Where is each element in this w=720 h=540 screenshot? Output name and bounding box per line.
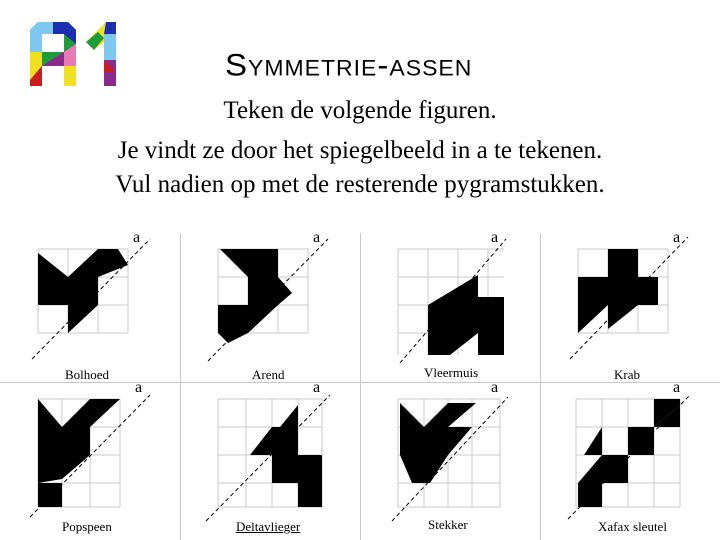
- figures-grid: [0, 225, 720, 540]
- instruction-line-3: Vul nadien op met de resterende pygramstukken.: [115, 171, 605, 198]
- axis-label: a: [313, 379, 321, 396]
- figure-cell-deltavlieger: [180, 379, 360, 540]
- figure-cell-popspeen: [0, 379, 180, 540]
- figure-name: Vleermuis: [424, 365, 479, 380]
- axis-label: a: [313, 229, 321, 246]
- xafax-sleutel-figure: [540, 383, 720, 540]
- figure-name: Xafax sleutel: [598, 519, 667, 534]
- popspeen-figure: [0, 383, 180, 540]
- axis-label: a: [491, 379, 499, 396]
- figure-cell-xafax-sleutel: [540, 379, 720, 540]
- deltavlieger-figure: [180, 383, 360, 540]
- a1-logo: [28, 20, 120, 88]
- instruction-line-2: Je vindt ze door het spiegelbeeld in a te tekenen.: [117, 137, 603, 164]
- axis-label: a: [673, 379, 681, 396]
- instruction-line-1: Teken de volgende figuren.: [223, 97, 497, 124]
- figure-name: Popspeen: [62, 519, 112, 534]
- page-title: Symmetrie-assen: [225, 46, 473, 83]
- bolhoed-figure: [0, 225, 180, 382]
- figure-name: Bolhoed: [65, 367, 110, 382]
- axis-label: a: [133, 229, 141, 246]
- figure-name: Arend: [252, 367, 285, 382]
- figure-name: Krab: [614, 367, 640, 382]
- axis-label: a: [673, 229, 681, 246]
- axis-label: a: [491, 229, 499, 246]
- figure-cell-bolhoed: [0, 225, 180, 382]
- krab-figure: [540, 225, 720, 382]
- figure-cell-stekker: [360, 379, 540, 540]
- vleermuis-figure: [360, 225, 540, 382]
- figure-name: Stekker: [428, 517, 468, 532]
- figure-cell-arend: [180, 225, 360, 382]
- figure-name: Deltavlieger: [236, 519, 301, 534]
- arend-figure: [180, 225, 360, 382]
- axis-label: a: [135, 379, 143, 396]
- figure-cell-krab: [540, 225, 720, 382]
- figure-cell-vleermuis: [360, 225, 540, 382]
